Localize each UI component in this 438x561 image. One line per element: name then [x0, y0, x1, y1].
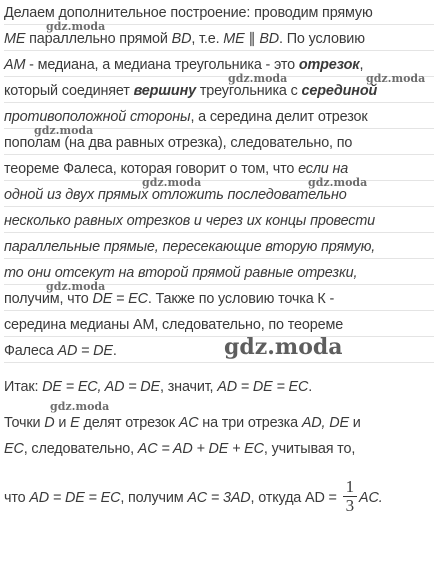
text: , откуда AD = — [250, 490, 341, 506]
text: BD — [171, 31, 192, 47]
text: Точки — [4, 415, 45, 431]
text: AD = DE = EC — [217, 379, 309, 395]
text: AD, DE — [301, 415, 349, 431]
text: E — [70, 415, 80, 431]
text: серединой — [301, 83, 378, 99]
text: AC — [178, 415, 199, 431]
text: ME — [223, 31, 245, 47]
text: Итак: — [4, 379, 43, 395]
text: - медиана, а медиана треугольника - это — [25, 57, 299, 73]
text-line-12 — [4, 290, 434, 311]
text-line-17 — [4, 440, 434, 458]
text-line-16 — [4, 414, 434, 432]
text: то они отсекут на второй прямой равные отрезки, — [4, 265, 358, 281]
text: на три отрезка — [198, 415, 302, 431]
watermark: gdz.moda — [50, 400, 110, 413]
text: DE = EC, AD = DE — [42, 379, 160, 395]
text: AC = AD + DE + EC — [137, 441, 264, 457]
text: середина медианы АМ, следовательно, по теореме — [4, 317, 344, 333]
text: одной из двух прямых отложить последовательно — [4, 187, 347, 203]
text: отрезок — [298, 57, 360, 73]
text: и — [54, 415, 71, 431]
text: треугольника с — [195, 83, 302, 99]
text: , а середина делит отрезок — [190, 109, 368, 125]
watermark-large: gdz.moda — [224, 334, 343, 360]
text-line-4 — [4, 82, 434, 103]
text-line-8 — [4, 186, 434, 207]
text-line-7 — [4, 160, 434, 181]
text: EC — [4, 441, 24, 457]
text: D — [44, 415, 55, 431]
text: . — [308, 379, 313, 395]
text: вершину — [133, 83, 196, 99]
text: , — [359, 57, 364, 73]
text-line-15 — [4, 378, 434, 396]
text-line-2 — [4, 30, 434, 51]
text: пополам (на два равных отрезка), следовательно, по — [4, 135, 353, 151]
text: , т.е. — [191, 31, 224, 47]
text: DE = EC — [92, 291, 148, 307]
text: , учитывая то, — [263, 441, 356, 457]
text: ∥ — [244, 31, 260, 47]
fraction-denominator: 3 — [345, 495, 355, 515]
watermark: gdz.moda — [46, 20, 106, 33]
text: AC. — [359, 490, 383, 506]
text-line-18 — [4, 478, 434, 518]
watermark: gdz.moda — [228, 72, 288, 85]
text: если на — [298, 161, 349, 177]
text: и — [348, 415, 361, 431]
fraction-one-third — [343, 478, 357, 515]
text: AD = DE — [57, 343, 113, 359]
watermark: gdz.moda — [46, 280, 106, 293]
text: Делаем дополнительное построение: проводим прямую — [4, 5, 373, 21]
text-line-14 — [4, 342, 434, 363]
text: AM — [4, 57, 26, 73]
text: . По условию — [279, 31, 365, 47]
text: делят отрезок — [79, 415, 179, 431]
text: , получим — [120, 490, 188, 506]
text: параллельные прямые, пересекающие вторую прямую, — [4, 239, 376, 255]
text: BD — [259, 31, 280, 47]
text-line-13 — [4, 316, 434, 337]
text: AD = DE = EC — [29, 490, 121, 506]
text: , следовательно, — [23, 441, 138, 457]
text: ME — [4, 31, 26, 47]
text-line-6 — [4, 134, 434, 155]
text: Фалеса — [4, 343, 58, 359]
text: AC = 3AD — [187, 490, 251, 506]
text: . Также по условию точка К - — [147, 291, 335, 307]
fraction-numerator: 1 — [343, 478, 357, 497]
text: который соединяет — [4, 83, 134, 99]
watermark: gdz.moda — [308, 176, 368, 189]
text: , значит, — [160, 379, 218, 395]
text: . — [112, 343, 117, 359]
text: что — [4, 490, 30, 506]
watermark: gdz.moda — [142, 176, 202, 189]
text: получим, что — [4, 291, 93, 307]
text: несколько равных отрезков и через их концы провести — [4, 213, 376, 229]
text: параллельно прямой — [25, 31, 172, 47]
watermark: gdz.moda — [34, 124, 94, 137]
text-line-9 — [4, 212, 434, 233]
watermark: gdz.moda — [366, 72, 426, 85]
text: теореме Фалеса, которая говорит о том, что — [4, 161, 299, 177]
text-line-10 — [4, 238, 434, 259]
text: противоположной стороны — [4, 109, 191, 125]
